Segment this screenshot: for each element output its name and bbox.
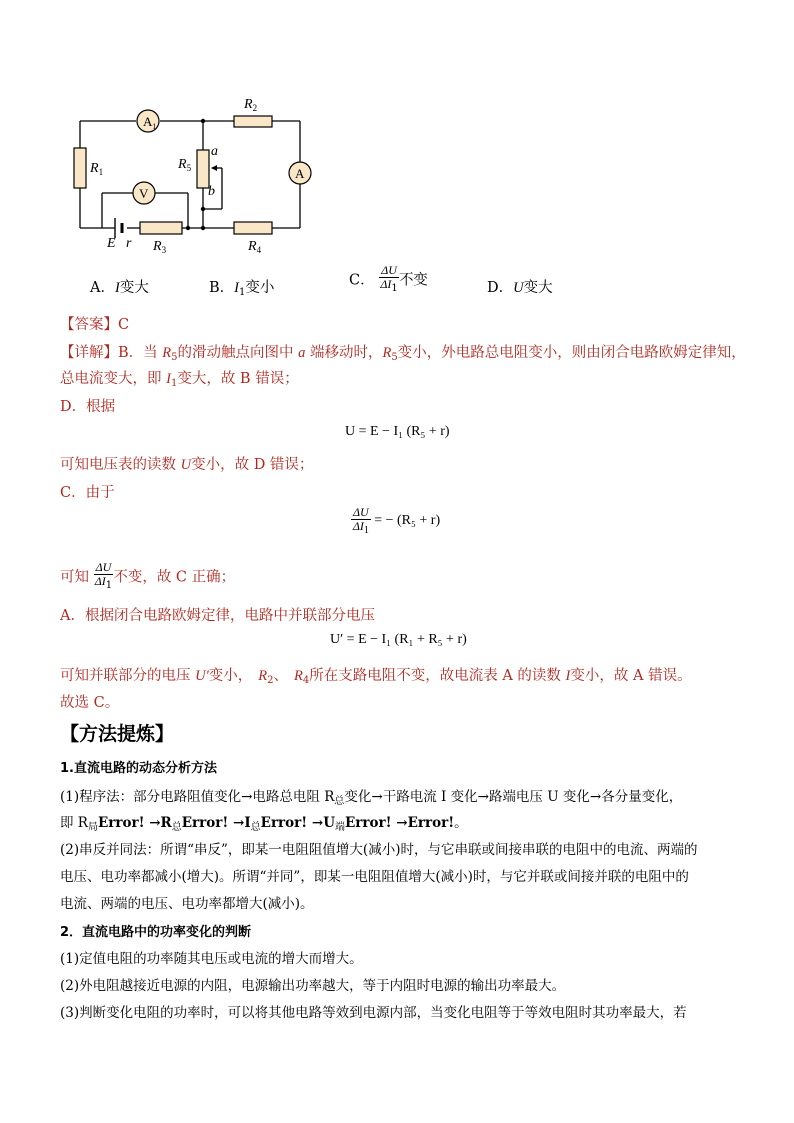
detail-d-conclusion: 可知电压表的读数 U变小，故 D 错误； <box>60 457 314 473</box>
method-s2-p1: (1)定值电阻的功率随其电压或电流的增大而增大。 <box>60 951 363 967</box>
equation-2: $\frac{\Delta U}{\Delta I_1}$ = − (R₅ + r) <box>352 505 441 536</box>
detail-line-1: 【详解】B．当 $R_5$的滑动触点向图中 a 端移动时，$R_5$变小，外电路总电阻变小，则由闭合电路欧姆定律知， <box>60 345 746 363</box>
voltmeter-label: V <box>139 186 149 201</box>
r5-label: $R_5$ <box>178 157 192 173</box>
resistor-r1 <box>74 148 86 188</box>
method-section-2-title: 2．直流电路中的功率变化的判断 <box>60 925 252 940</box>
detail-c-conclusion: 可知 $\frac{\Delta U}{\Delta I_1}$ 不变，故 C 正确； <box>60 560 236 591</box>
equation-1: U = E − I₁ (R₅ + r) <box>345 424 450 439</box>
detail-a-label: A．根据闭合电路欧姆定律，电路中并联部分电压 <box>60 608 375 624</box>
internal-resistance-label: r <box>126 236 132 251</box>
ammeter1-label: $A_1$ <box>143 114 157 131</box>
slider-end-a-label: a <box>211 144 218 159</box>
ammeter-label: A <box>295 166 305 181</box>
equation-3: U′ = E − I₁ (R₁ + R₅ + r) <box>330 632 467 647</box>
resistor-r3 <box>140 222 182 234</box>
option-d: D．U变大 <box>487 280 553 296</box>
slider-arrow-icon <box>211 165 217 171</box>
option-a: A．I变大 <box>90 280 149 296</box>
emf-label: E <box>107 236 116 251</box>
method-s1-p4: 电压、电功率都减小(增大)。所谓“并同”，即某一电阻阻值增大(减小)时，与它并联或间接并联的电阻中的 <box>60 869 689 885</box>
method-s2-p3: (3)判断变化电阻的功率时，可以将其他电路等效到电源内部，当变化电阻等于等效电阻时其功率最大，若 <box>60 1005 687 1021</box>
method-s1-p3: (2)串反并同法：所谓“串反”，即某一电阻阻值增大(减小)时，与它串联或间接串联的电阻中的电流、两端的 <box>60 842 698 858</box>
detail-final: 故选 C。 <box>60 695 120 711</box>
resistor-r5 <box>197 150 209 188</box>
option-b: B．$I_1$变小 <box>209 280 275 298</box>
method-s2-p2: (2)外电阻越接近电源的内阻，电源输出功率越大，等于内阻时电源的输出功率最大。 <box>60 978 566 994</box>
method-section-1-title: 1.直流电路的动态分析方法 <box>60 761 217 776</box>
method-title: 【方法提炼】 <box>60 723 175 745</box>
method-s1-p5: 电流、两端的电压、电功率都增大(减小)。 <box>60 896 314 912</box>
slider-end-b-label: b <box>208 184 215 199</box>
option-c: C． $\frac{\Delta U}{\Delta I_1}$ 不变 <box>349 263 428 294</box>
r2-label: $R_2$ <box>244 97 258 113</box>
resistor-r2 <box>234 116 272 127</box>
r4-label: $R_4$ <box>248 239 262 255</box>
resistor-r4 <box>234 222 272 234</box>
detail-line-2: 总电流变大，即 $I_1$变大，故 B 错误； <box>60 371 299 389</box>
detail-c-label: C．由于 <box>60 485 115 501</box>
r1-label: $R_1$ <box>90 161 104 177</box>
method-s1-p2: 即 $R_局Error$! $\to R_总Error$! $\to I_总Error$! $\to U_端Error$! →Error!。 <box>60 815 468 833</box>
answer-line: 【答案】C <box>60 317 130 333</box>
method-s1-p1: (1)程序法：部分电路阻值变化→电路总电阻 $R_总$变化→干路电流 I 变化→路端电压 U 变化→各分量变化， <box>60 789 683 807</box>
r3-label: $R_3$ <box>153 239 167 255</box>
detail-a-conclusion: 可知并联部分的电压 U′变小， $R_2$、 $R_4$所在支路电阻不变，故电流表 A 的读数 I变小，故 A 错误。 <box>60 668 692 686</box>
circuit-diagram <box>60 88 330 258</box>
detail-d-label: D．根据 <box>60 399 116 415</box>
